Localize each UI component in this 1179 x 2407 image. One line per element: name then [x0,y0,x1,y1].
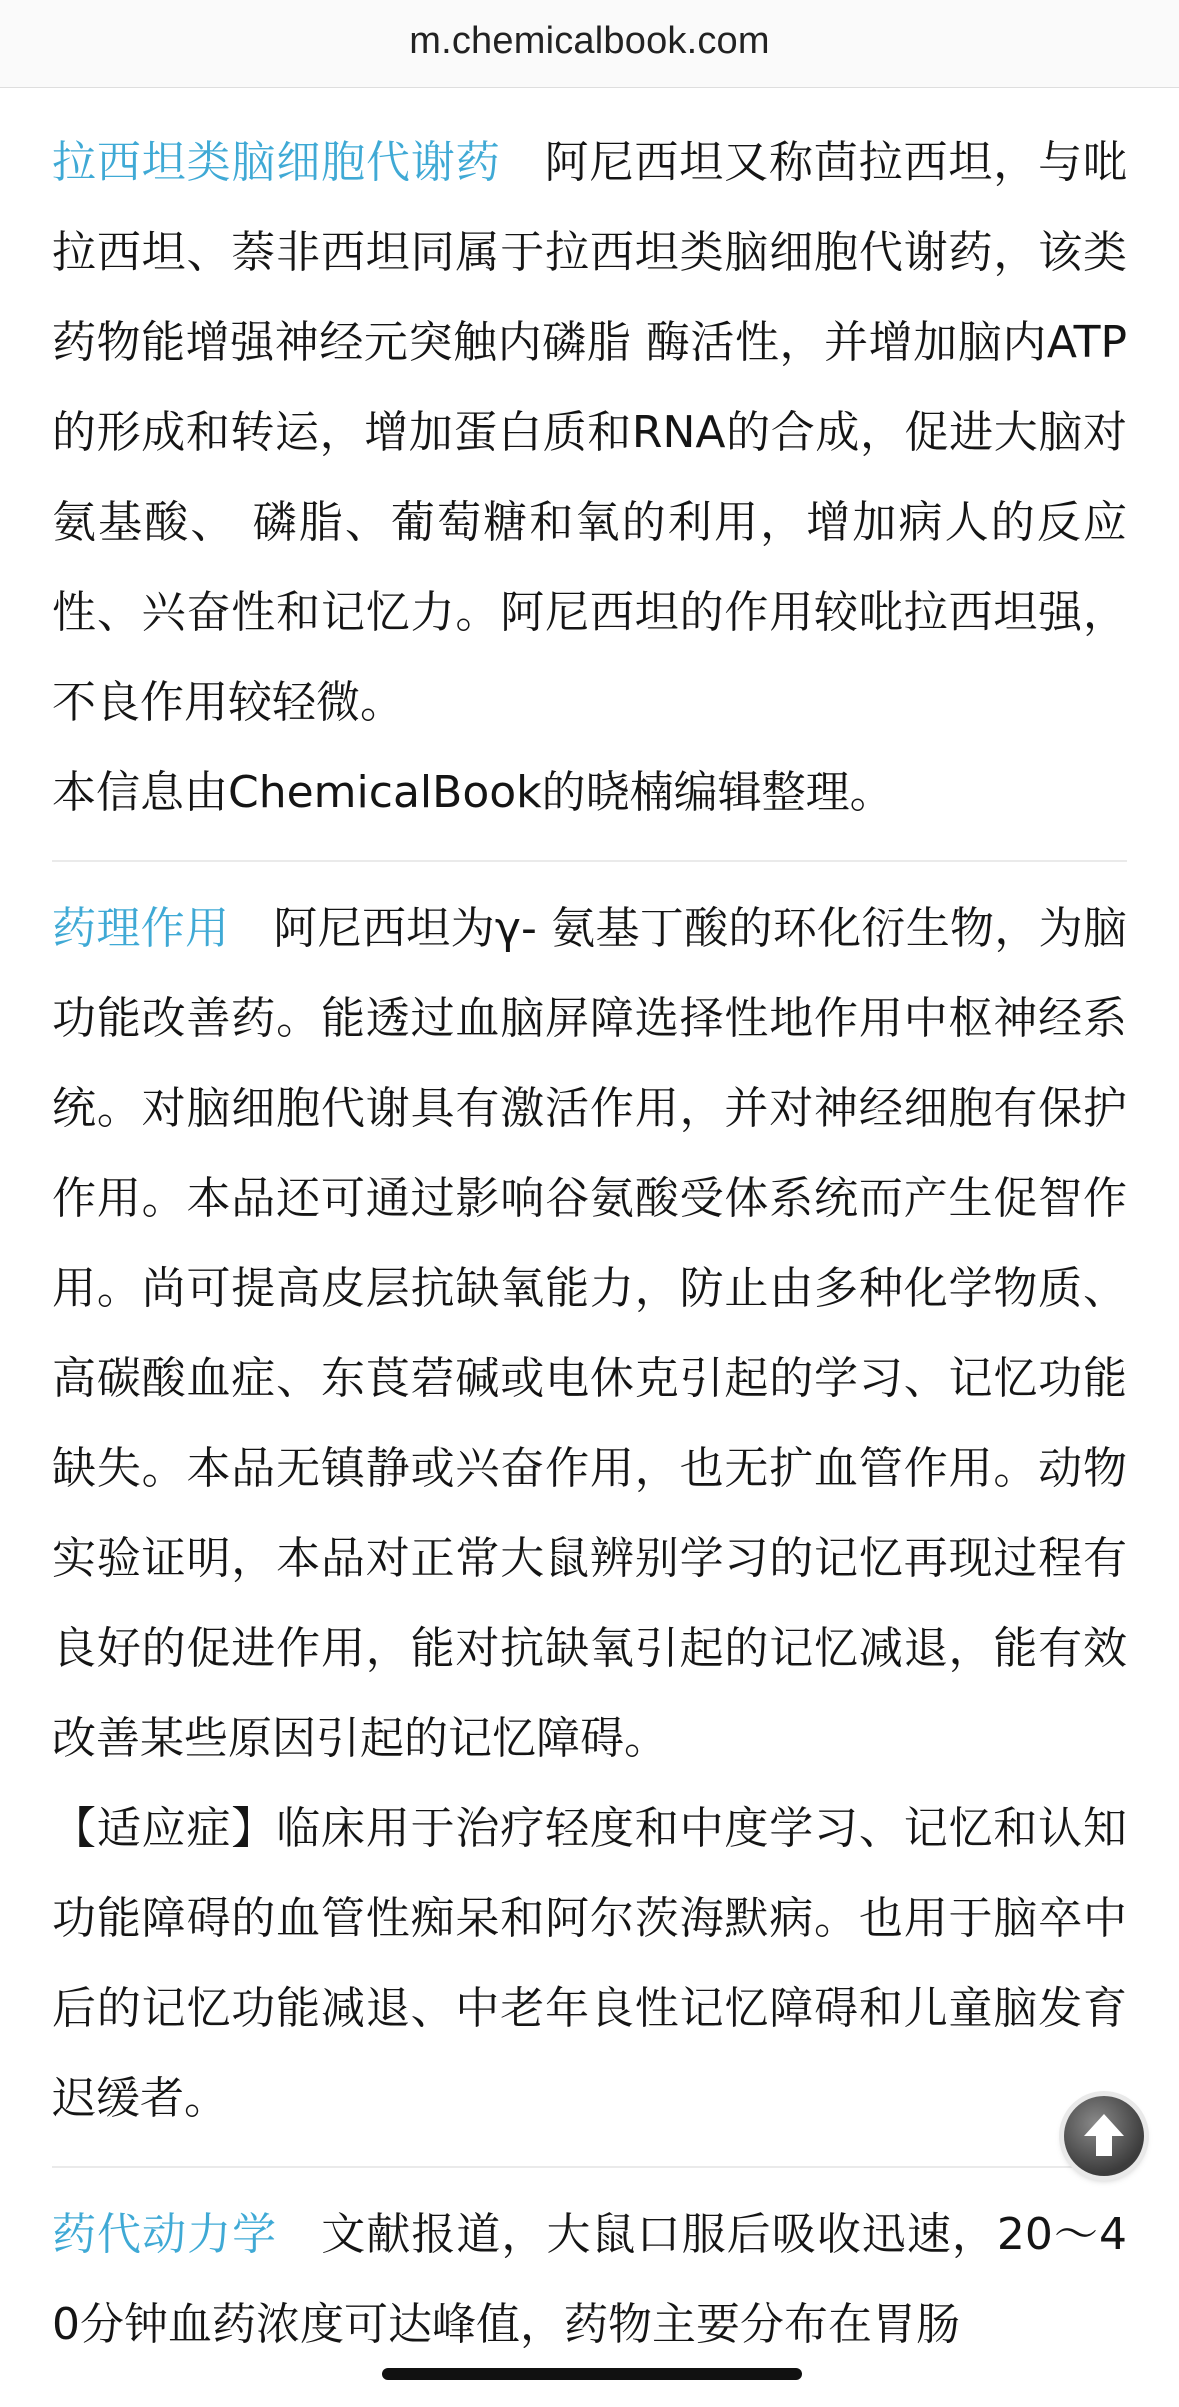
article-content [52,118,1127,2407]
home-indicator[interactable] [382,2368,802,2380]
section-paragraph [52,2190,1127,2370]
section-paragraph: 本信息由ChemicalBook的晓楠编辑整理。 [52,767,894,818]
arrow-up-icon [1081,2112,1127,2160]
section-heading: 药理作用 [52,903,230,954]
section-paragraph [52,884,1127,1784]
scroll-to-top-button[interactable] [1064,2096,1144,2176]
browser-address-bar[interactable] [0,0,1179,88]
section-paragraph: 【适应症】临床用于治疗轻度和中度学习、记忆和认知功能障碍的血管性痴呆和阿尔茨海默病。也用于脑卒中后的记忆功能减退、中老年良性记忆障碍和儿童脑发育迟缓者。 [52,1803,1127,2124]
url-text[interactable]: m.chemicalbook.com [409,20,770,62]
paragraph-text: 阿尼西坦为γ- 氨基丁酸的环化衍生物，为脑功能改善药。能透过血脑屏障选择性地作用中枢神经系统。对脑细胞代谢具有激活作用，并对神经细胞有保护作用。本品还可通过影响谷氨酸受体系统而产生促智作用。尚可提高皮层抗缺氧能力，防止由多种化学物质、高碳酸血症、东莨菪碱或电休克引起的学习、记忆功能缺失。本品无镇静或兴奋作用，也无扩血管作用。动物实验证明，本品对正常大鼠辨别学习的记忆再现过程有良好的促进作用，能对抗缺氧引起的记忆减退，能有效改善某些原因引起的记忆障碍。 [52,903,1128,1764]
section-heading: 药代动力学 [52,2209,278,2260]
paragraph-text: 文献报道，大鼠口服后吸收迅速，20～40分钟血药浓度可达峰值，药物主要分布在胃肠 [52,2209,1128,2350]
section-pharmacology [52,884,1127,2168]
section-heading: 拉西坦类脑细胞代谢药 [52,137,501,188]
section-brain-metabolism [52,118,1127,862]
section-pharmacokinetics [52,2190,1127,2392]
paragraph-text: 阿尼西坦又称茴拉西坦，与吡拉西坦、萘非西坦同属于拉西坦类脑细胞代谢药，该类药物能增强神经元突触内磷脂 酶活性，并增加脑内ATP的形成和转运，增加蛋白质和RNA的合成，促进大脑对氨基酸、 磷脂、葡萄糖和氧的利用，增加病人的反应性、兴奋性和记忆力。阿尼西坦的作用较吡拉西坦强，不良作用较轻微。 [52,137,1128,728]
section-paragraph [52,118,1127,748]
